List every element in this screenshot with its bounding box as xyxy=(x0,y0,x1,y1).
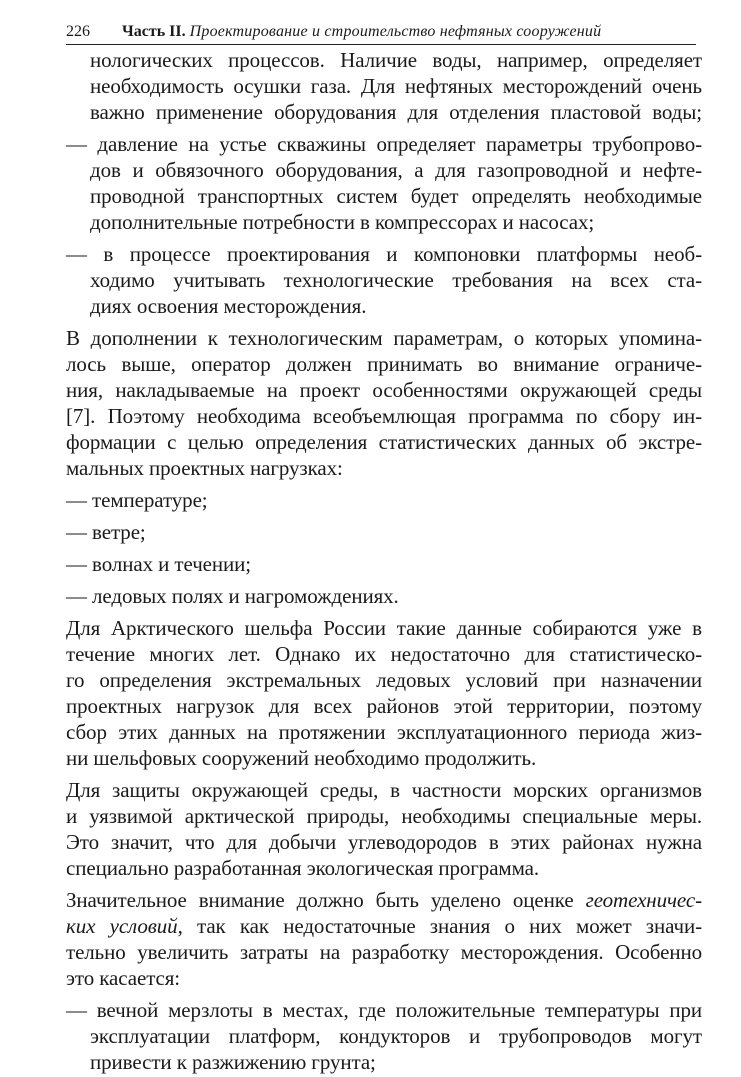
text-line-content: сбор этих данных на протяжении эксплуатационного периода жиз- xyxy=(66,720,702,744)
text-line xyxy=(0,997,741,1023)
text-line xyxy=(0,551,741,577)
text-line xyxy=(0,615,741,641)
text-line-content: ких условий, так как недостаточные знания о них может значи- xyxy=(66,914,702,938)
text-line-content: и уязвимой арктической природы, необходимы специальные меры. xyxy=(66,804,702,828)
part-label: Часть II. xyxy=(122,23,186,40)
text-line xyxy=(0,583,741,609)
text-line xyxy=(0,429,741,455)
text-line-content: эксплуатации платформ, кондукторов и трубопроводов могут xyxy=(90,1024,702,1048)
text-line xyxy=(0,693,741,719)
text-line-content: Для Арктического шельфа России такие данные собираются уже в xyxy=(66,616,702,640)
text-line xyxy=(0,719,741,745)
text-line-content: тельно увеличить затраты на разработку месторождения. Особенно xyxy=(66,940,702,964)
text-line xyxy=(0,157,741,183)
text-line-content: ния, накладываемые на проект особенностями окружающей среды xyxy=(66,378,702,402)
text-line xyxy=(0,641,741,667)
text-line xyxy=(0,887,741,913)
text-line-content: Это значит, что для добычи углеводородов в этих районах нужна xyxy=(66,830,702,854)
text-line-content: — вечной мерзлоты в местах, где положительные температуры при xyxy=(66,998,702,1022)
text-line-content: течение многих лет. Однако их недостаточно для статистическо- xyxy=(66,642,702,666)
text-line-content: проектных нагрузок для всех районов этой территории, поэтому xyxy=(66,694,702,718)
text-line xyxy=(0,519,741,545)
text-line xyxy=(0,1049,741,1075)
text-line xyxy=(0,803,741,829)
text-line xyxy=(0,855,741,881)
text-line xyxy=(0,209,741,235)
text-line-content: необходимость осушки газа. Для нефтяных месторождений очень xyxy=(90,74,702,98)
text-line-content: это касается: xyxy=(66,966,181,990)
text-line-content: ходимо учитывать технологические требования на всех ста- xyxy=(90,268,702,292)
text-line-content: — ледовых полях и нагромождениях. xyxy=(66,584,399,608)
text-line-content: проводной транспортных систем будет определять необходимые xyxy=(90,184,702,208)
text-line xyxy=(0,667,741,693)
text-line xyxy=(0,487,741,513)
text-line-content: привести к разжижению грунта; xyxy=(90,1050,376,1074)
text-line-content: важно применение оборудования для отделения пластовой воды; xyxy=(90,100,702,124)
text-line xyxy=(0,745,741,771)
text-line-content: — давление на устье скважины определяет параметры трубопрово- xyxy=(66,132,702,156)
text-line xyxy=(0,965,741,991)
text-line xyxy=(0,267,741,293)
text-line-content: ни шельфовых сооружений необходимо продолжить. xyxy=(66,746,537,770)
text-line xyxy=(0,73,741,99)
text-line-content: — ветре; xyxy=(66,520,146,544)
text-line xyxy=(0,47,741,73)
text-line xyxy=(0,99,741,125)
text-line-content: лось выше, оператор должен принимать во внимание ограниче- xyxy=(66,352,702,376)
text-line-content: специально разработанная экологическая программа. xyxy=(66,856,540,880)
text-line xyxy=(0,377,741,403)
text-line-content: дов и обвязочного оборудования, а для газопроводной и нефте- xyxy=(90,158,702,182)
text-line xyxy=(0,913,741,939)
text-line-content: В дополнении к технологическим параметрам, о которых упомина- xyxy=(66,326,702,350)
text-line-content: нологических процессов. Наличие воды, например, определяет xyxy=(90,48,702,72)
text-line-content: диях освоения месторождения. xyxy=(90,294,367,318)
text-line xyxy=(0,183,741,209)
text-line-content: — волнах и течении; xyxy=(66,552,252,576)
chapter-title: Проектирование и строительство нефтяных сооружений xyxy=(189,23,602,40)
text-line-content: — в процессе проектирования и компоновки платформы необ- xyxy=(66,242,702,266)
text-line-content: дополнительные потребности в компрессорах и насосах; xyxy=(90,210,595,234)
page-number: 226 xyxy=(66,23,90,40)
text-line-content: Значительное внимание должно быть уделено оценке геотехничес- xyxy=(66,888,702,912)
text-line xyxy=(0,241,741,267)
text-line-content: мальных проектных нагрузках: xyxy=(66,456,343,480)
running-header xyxy=(66,22,696,45)
text-line xyxy=(0,131,741,157)
text-line-content: — температуре; xyxy=(66,488,208,512)
text-line xyxy=(0,325,741,351)
text-line xyxy=(0,403,741,429)
text-line-content: формации с целью определения статистических данных об экстре- xyxy=(66,430,702,454)
text-line-content: [7]. Поэтому необходима всеобъемлющая программа по сбору ин- xyxy=(66,404,702,428)
text-line xyxy=(0,455,741,481)
text-line xyxy=(0,777,741,803)
text-line xyxy=(0,939,741,965)
text-line xyxy=(0,1023,741,1049)
text-line-content: го определения экстремальных ледовых условий при назначении xyxy=(66,668,702,692)
text-line xyxy=(0,829,741,855)
text-line-content: Для защиты окружающей среды, в частности морских организмов xyxy=(66,778,702,802)
text-line xyxy=(0,351,741,377)
text-line xyxy=(0,293,741,319)
